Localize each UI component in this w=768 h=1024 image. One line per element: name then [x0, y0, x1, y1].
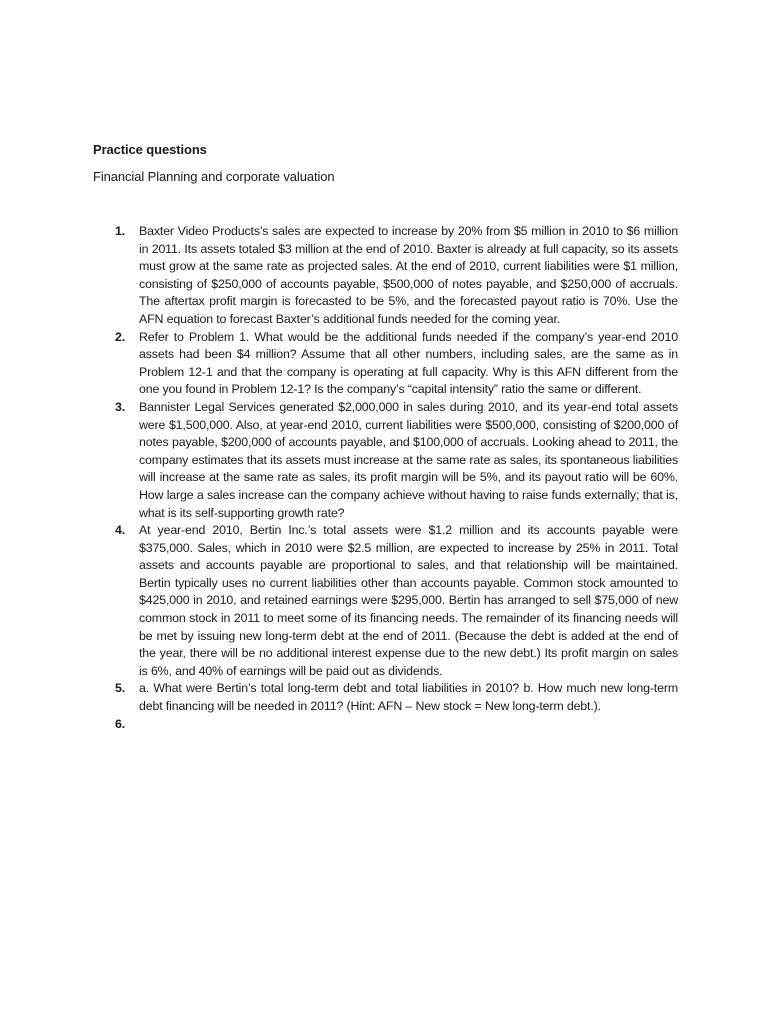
question-list [93, 223, 678, 733]
question-item-2 [93, 329, 678, 399]
question-text: a. What were Bertin’s total long-term debt and total liabilities in 2010? b. How much new long-term debt financing will be needed in 2011? (Hint: AFN – New stock = New long-term debt.). [139, 681, 678, 714]
question-number: 1. [115, 224, 126, 238]
document-subtitle: Financial Planning and corporate valuation [93, 169, 335, 184]
question-text [139, 716, 678, 734]
question-number: 5. [115, 681, 126, 696]
question-item-4 [93, 522, 678, 680]
question-number: 2. [115, 329, 126, 344]
question-item-6 [93, 716, 678, 734]
question-text: At year-end 2010, Bertin Inc.’s total assets were $1.2 million and its accounts payable were $375,000. Sales, which in 2010 were $2.5 million, are expected to increase by 25% in 2011. Total assets and accounts payable are proportional to sales, and that relationship will be maintained. Bertin typically uses no current liabilities other than accounts payable. Common stock amounted to $425,000 in 2010, and retained earnings were $295,000. Bertin has arranged to sell $75,000 of new common stock in 2011 to meet some of its financing needs. The remainder of its financing needs will be met by issuing new long-term debt at the end of 2011. (Because the debt is added at the end of the year, there will be no additional interest expense due to the new debt.) Its profit margin on sales is 6%, and 40% of earnings will be paid out as dividends. [139, 523, 678, 678]
question-item-3 [93, 399, 678, 522]
question-text: Baxter Video Products’s sales are expected to increase by 20% from $5 million in 2010 to $6 million in 2011. Its assets totaled $3 million at the end of 2010. Baxter is already at full capacity, so its assets must grow at the same rate as projected sales. At the end of 2010, current liabilities were $1 million, consisting of $250,000 of accounts payable, $500,000 of notes payable, and $250,000 of accruals. The aftertax profit margin is forecasted to be 5%, and the forecasted payout ratio is 70%. Use the AFN equation to forecast Baxter’s additional funds needed for the coming year. [139, 224, 678, 326]
document-heading: Practice questions [93, 142, 207, 157]
question-number: 3. [115, 399, 126, 414]
question-number: 4. [115, 523, 126, 538]
question-text: Refer to Problem 1. What would be the additional funds needed if the company’s year-end 2010 assets had been $4 million? Assume that all other numbers, including sales, are the same as in Problem 12-1 and that the company is operating at full capacity. Why is this AFN different from the one you found in Problem 12-1? Is the company’s “capital intensity” ratio the same or different. [139, 329, 678, 397]
question-item-1 [93, 223, 678, 329]
question-item-5 [93, 680, 678, 715]
question-number: 6. [115, 716, 126, 731]
question-text: Bannister Legal Services generated $2,000,000 in sales during 2010, and its year-end total assets were $1,500,000. Also, at year-end 2010, current liabilities were $500,000, consisting of $200,000 of notes payable, $200,000 of accounts payable, and $100,000 of accruals. Looking ahead to 2011, the company estimates that its assets must increase at the same rate as sales, its spontaneous liabilities will increase at the same rate as sales, its profit margin will be 5%, and its payout ratio will be 60%. How large a sales increase can the company achieve without having to raise funds externally; that is, what is its self-supporting growth rate? [139, 399, 678, 520]
